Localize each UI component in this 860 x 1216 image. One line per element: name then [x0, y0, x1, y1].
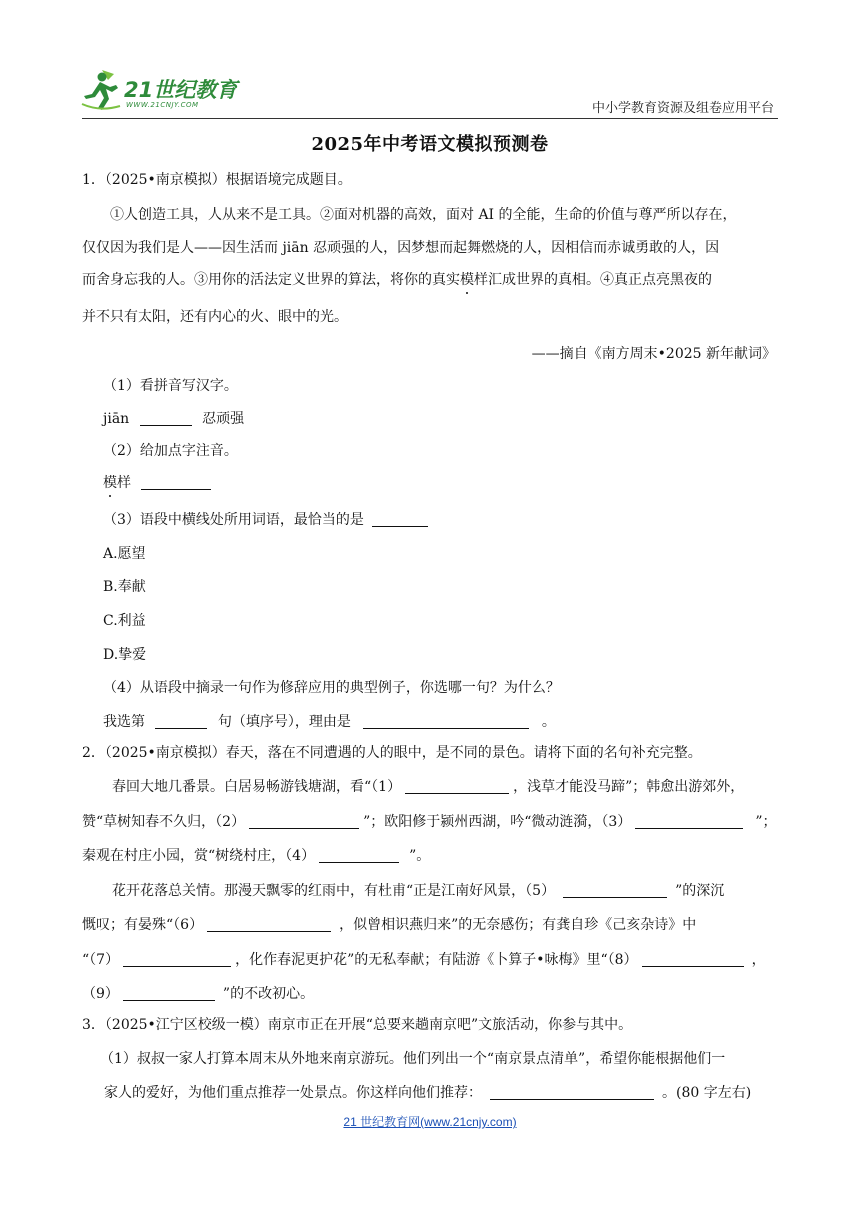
answer-blank[interactable] — [405, 779, 509, 794]
dotted-char: 模 — [460, 272, 474, 288]
option-b[interactable]: B.奉献 — [103, 579, 146, 595]
answer-blank[interactable] — [490, 1085, 654, 1100]
q1-sub1: （1）看拼音写汉字。 — [103, 378, 238, 394]
q2-line3: 秦观在村庄小园，赏“树绕村庄，（4） ”。 — [82, 848, 431, 864]
answer-blank[interactable] — [123, 986, 215, 1001]
answer-blank[interactable] — [249, 814, 359, 829]
q3-sub1-line2: 家人的爱好，为他们重点推荐一处景点。你这样向他们推荐： 。(80 字左右) — [104, 1085, 752, 1101]
q2-line2: 赞“草树知春不久归，（2） ”；欧阳修于颍州西湖，吟“微动涟漪，（3） ”； — [82, 814, 777, 830]
answer-blank[interactable] — [563, 883, 667, 898]
answer-blank[interactable] — [319, 848, 399, 863]
answer-blank[interactable] — [207, 917, 331, 932]
q1-para-line1: ①人创造工具，人从来不是工具。②面对机器的高效，面对 AI 的全能，生命的价值与尊严所以存在， — [110, 207, 737, 223]
q1-para-line3: 而舍身忘我的人。③用你的活法定义世界的算法，将你的真实模样汇成世界的真相。④真正点亮黑夜的 — [82, 272, 712, 288]
q1-sub4: （4）从语段中摘录一句作为修辞应用的典型例子，你选哪一句？为什么？ — [103, 680, 560, 696]
q2-line1: 春回大地几番景。白居易畅游钱塘湖，看“（1） ，浅草才能没马蹄”；韩愈出游郊外， — [112, 779, 745, 795]
answer-blank[interactable] — [123, 952, 231, 967]
q1-heading: 1．（2025•南京模拟）根据语境完成题目。 — [82, 172, 352, 188]
q3-heading: 3．（2025•江宁区校级一模）南京市正在开展“总要来趟南京吧”文旅活动，你参与其中。 — [82, 1017, 633, 1033]
header-divider — [82, 118, 778, 119]
q2-line7: （9） ”的不改初心。 — [82, 986, 315, 1002]
q1-sub3: （3）语段中横线处所用词语，最恰当的是 — [103, 510, 428, 530]
q1-sub2-answer-row: 模样 — [103, 473, 211, 493]
answer-blank[interactable] — [141, 475, 211, 490]
q1-sub1-answer-row: jiān 忍顽强 — [103, 411, 245, 427]
q2-heading: 2．（2025•南京模拟）春天，落在不同遭遇的人的眼中，是不同的景色。请将下面的名句补充完整。 — [82, 745, 702, 761]
logo-brand-text: 21世纪教育 — [124, 78, 238, 102]
q2-line5: 慨叹；有晏殊“（6） ，似曾相识燕归来”的无奈感伤；有龚自珍《己亥杂诗》中 — [82, 917, 697, 933]
logo — [80, 68, 250, 114]
q1-sub2: （2）给加点字注音。 — [103, 443, 238, 459]
option-d[interactable]: D.挚爱 — [103, 647, 147, 663]
answer-blank[interactable] — [363, 714, 529, 729]
answer-blank[interactable] — [140, 411, 192, 426]
q1-sub4-answer-row: 我选第 句（填序号），理由是 。 — [103, 714, 556, 730]
answer-blank[interactable] — [642, 952, 744, 967]
q2-line6: “（7） ，化作春泥更护花”的无私奉献；有陆游《卜算子•咏梅》里“（8） ， — [82, 952, 766, 968]
q1-source: ——摘自《南方周末•2025 新年献词》 — [531, 346, 776, 362]
footer-link[interactable]: 21 世纪教育网(www.21cnjy.com) — [343, 1115, 517, 1129]
platform-name: 中小学教育资源及组卷应用平台 — [591, 101, 774, 116]
option-a[interactable]: A.愿望 — [103, 546, 146, 562]
option-c[interactable]: C.利益 — [103, 613, 146, 629]
logo-url-text: WWW.21CNJY.COM — [126, 101, 199, 109]
q3-sub1-line1: （1）叔叔一家人打算本周末从外地来南京游玩。他们列出一个“南京景点清单”，希望你能根据他们一 — [100, 1051, 726, 1067]
answer-blank[interactable] — [372, 512, 428, 527]
answer-blank[interactable] — [155, 714, 207, 729]
q2-line4: 花开花落总关情。那漫天飘零的红雨中，有杜甫“正是江南好风景，（5） ”的深沉 — [112, 883, 725, 899]
page-title: 2025年中考语文模拟预测卷 — [311, 134, 549, 155]
q1-para-line2: 仅仅因为我们是人——因生活而 jiān 忍顽强的人，因梦想而起舞燃烧的人，因相信而赤诚勇敢的人，因 — [82, 240, 720, 256]
q1-para-line4: 并不只有太阳，还有内心的火、眼中的光。 — [82, 309, 348, 325]
answer-blank[interactable] — [635, 814, 743, 829]
